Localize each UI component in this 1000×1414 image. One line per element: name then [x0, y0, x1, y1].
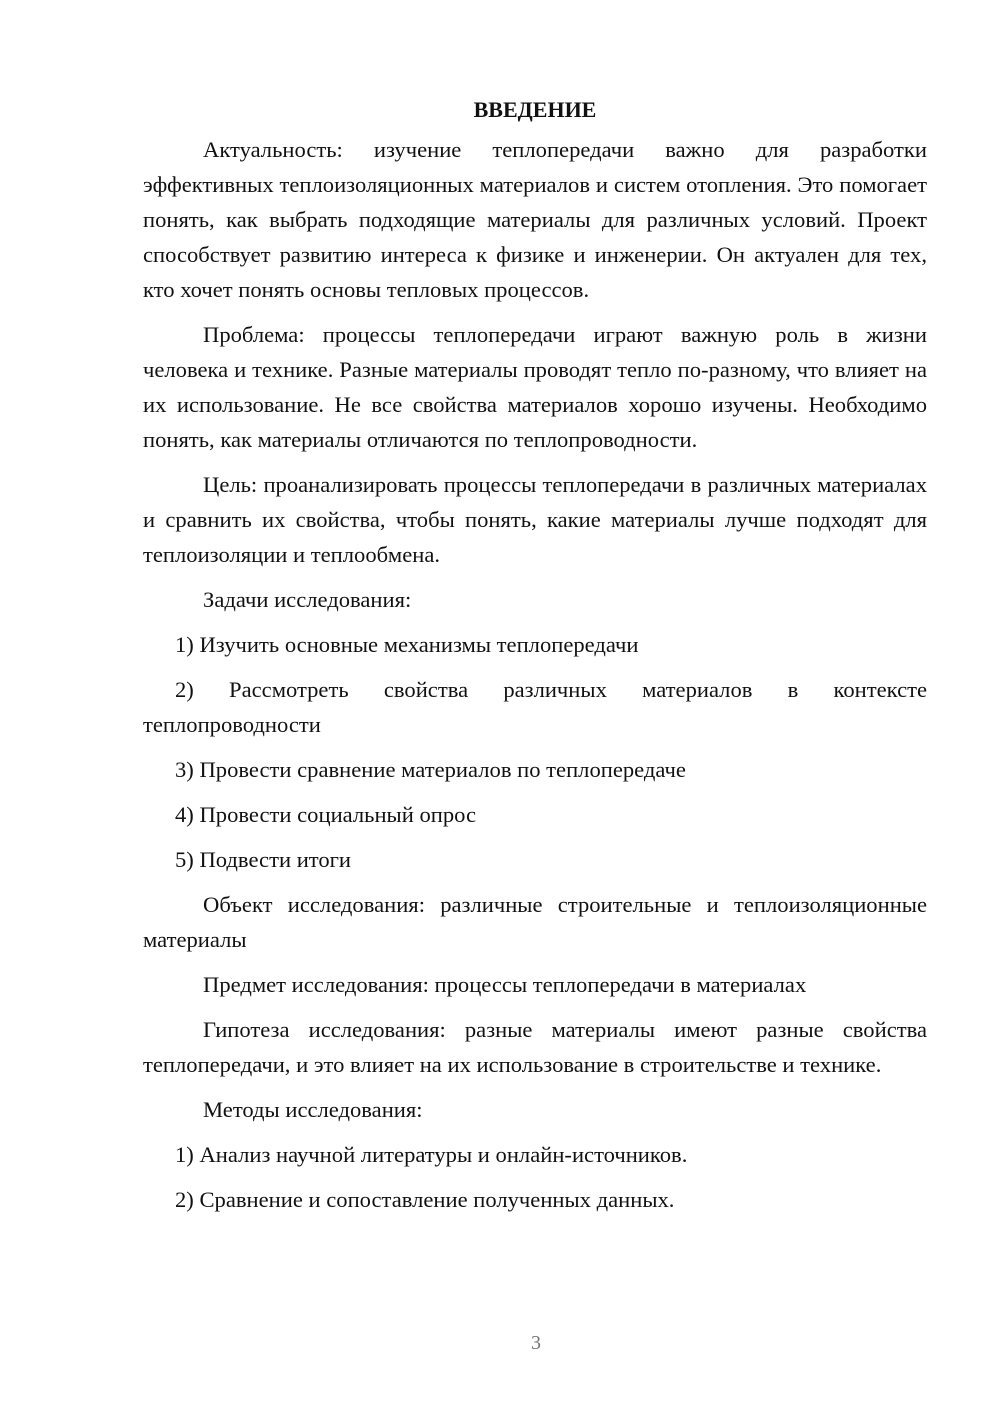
- relevance-paragraph: Актуальность: изучение теплопередачи важно для разработки эффективных теплоизоляционных материалов и систем отопления. Это помогает понять, как выбрать подходящие материалы для различных условий. Проект способствует развитию интереса к физике и инженерии. Он актуален для тех, кто хочет понять основы тепловых процессов.: [143, 137, 927, 302]
- method-item: 2) Сравнение и сопоставление полученных данных.: [175, 1187, 675, 1212]
- page-number: 3: [531, 1332, 541, 1354]
- goal-paragraph: Цель: проанализировать процессы теплопередачи в различных материалах и сравнить их свойства, чтобы понять, какие материалы лучше подходят для теплоизоляции и теплообмена.: [143, 472, 927, 567]
- document-body: [143, 94, 927, 1227]
- task-item: 5) Подвести итоги: [175, 847, 352, 872]
- method-item: 1) Анализ научной литературы и онлайн-источников.: [175, 1142, 688, 1167]
- subject-paragraph: Предмет исследования: процессы теплопередачи в материалах: [203, 972, 807, 997]
- task-item: 2) Рассмотреть свойства различных материалов в контексте теплопроводности: [143, 677, 927, 737]
- task-item: 1) Изучить основные механизмы теплопередачи: [175, 632, 639, 657]
- task-item: 4) Провести социальный опрос: [175, 802, 477, 827]
- tasks-title: Задачи исследования:: [203, 587, 412, 612]
- object-paragraph: Объект исследования: различные строительные и теплоизоляционные материалы: [143, 892, 927, 952]
- task-item: 3) Провести сравнение материалов по теплопередаче: [175, 757, 686, 782]
- methods-title: Методы исследования:: [203, 1097, 423, 1122]
- problem-paragraph: Проблема: процессы теплопередачи играют важную роль в жизни человека и технике. Разные материалы проводят тепло по-разному, что влияет на их использование. Не все свойства материалов хорошо изучены. Необходимо понять, как материалы отличаются по теплопроводности.: [143, 322, 927, 452]
- section-heading: ВВЕДЕНИЕ: [473, 97, 597, 122]
- hypothesis-paragraph: Гипотеза исследования: разные материалы имеют разные свойства теплопередачи, и это влияет на их использование в строительстве и технике.: [143, 1017, 927, 1077]
